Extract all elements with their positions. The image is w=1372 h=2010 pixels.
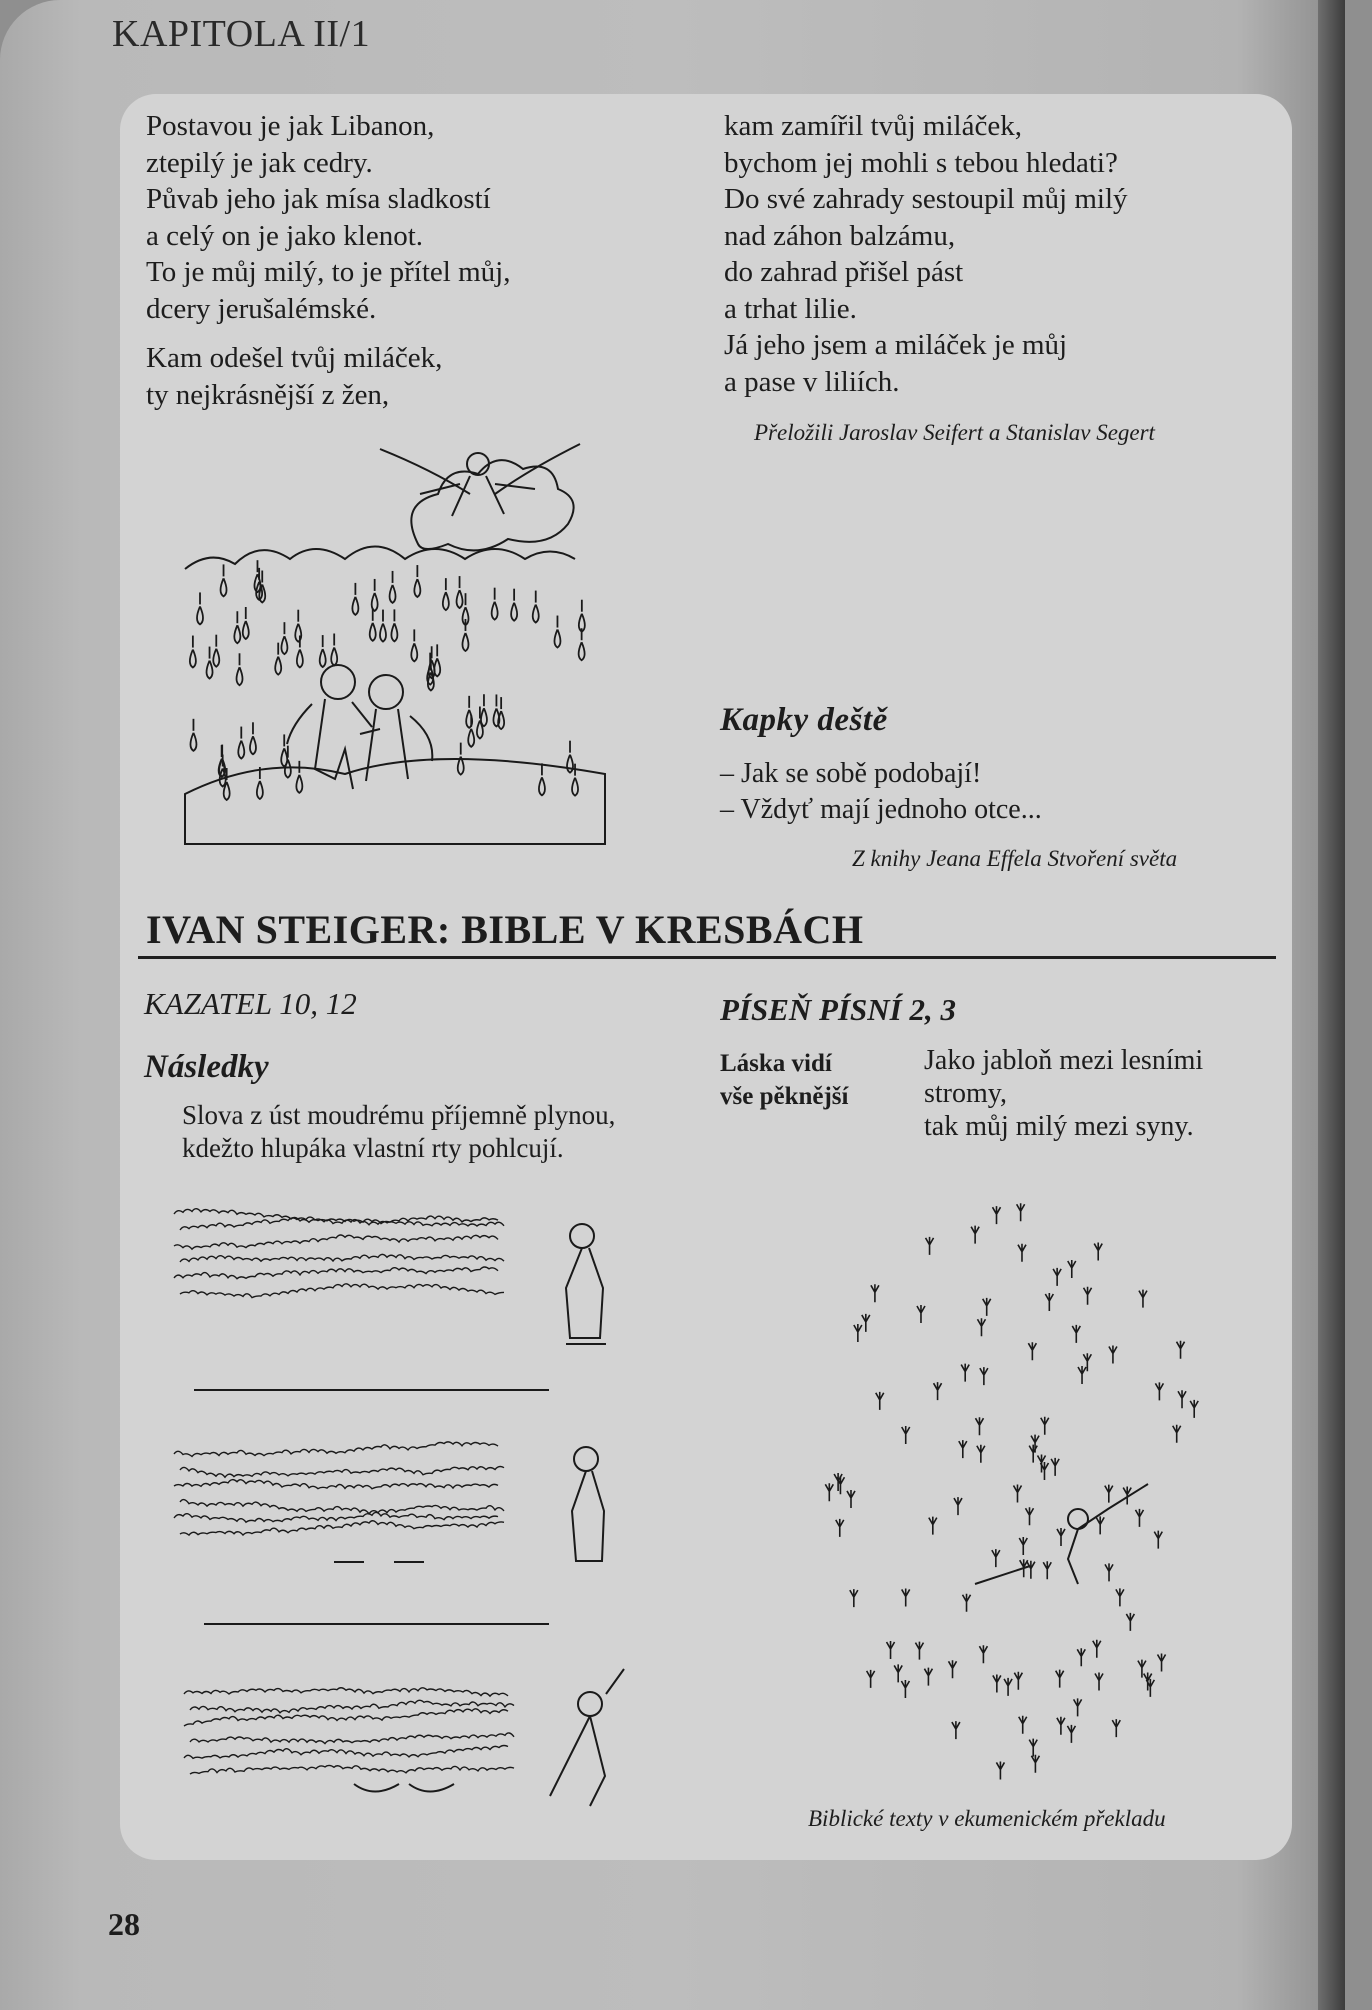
left-reference: KAZATEL 10, 12: [144, 986, 357, 1021]
rain-source: Z knihy Jeana Effela Stvoření světa: [852, 846, 1178, 871]
song-stanza-1: Postavou je jak Libanon, ztepilý je jak cedry. Půvab jeho jak mísa sladkostí a celý on je jako klenot. To je můj milý, to je přítel můj, dcery jerušalémské.: [146, 110, 511, 325]
right-verse: Jako jabloň mezi lesními stromy, tak můj milý mezi syny.: [924, 1045, 1204, 1142]
rain-poem-title: Kapky deště: [720, 702, 888, 738]
book-spine: [1318, 0, 1345, 2010]
content-panel: [120, 94, 1292, 1860]
rain-cartoon-illustration: [180, 434, 610, 854]
chapter-heading: KAPITOLA II/1: [112, 13, 371, 55]
page-number: 28: [108, 1906, 140, 1942]
translator-credit: Přeložili Jaroslav Seifert a Stanislav Segert: [754, 420, 1155, 445]
song-stanza-3: kam zamířil tvůj miláček, bychom jej mohli s tebou hledati? Do své zahrady sestoupil můj milý nad záhon balzámu, do zahrad přišel pást a trhat lilie. Já jeho jsem a miláček je můj a pase v liliích.: [724, 110, 1128, 398]
section-divider: [138, 956, 1276, 959]
right-reference: PÍSEŇ PÍSNÍ 2, 3: [720, 992, 956, 1027]
rain-line-1: – Jak se sobě podobají!: [720, 758, 982, 789]
right-label: Láska vidí vše pěknější: [720, 1050, 849, 1110]
rain-line-2: – Vždyť mají jednoho otce...: [720, 794, 1042, 825]
section-title: IVAN STEIGER: BIBLE V KRESBÁCH: [146, 907, 864, 952]
bible-translation-credit: Biblické texty v ekumenickém překladu: [808, 1806, 1166, 1831]
lilies-field-illustration: [780, 1194, 1250, 1794]
song-stanza-2: Kam odešel tvůj miláček, ty nejkrásnější z žen,: [146, 342, 443, 411]
left-subtitle: Následky: [144, 1049, 269, 1085]
left-quote: Slova z úst moudrému příjemně plynou, kdežto hlupáka vlastní rty pohlcují.: [182, 1100, 616, 1163]
speech-consequence-illustration: [154, 1194, 674, 1834]
